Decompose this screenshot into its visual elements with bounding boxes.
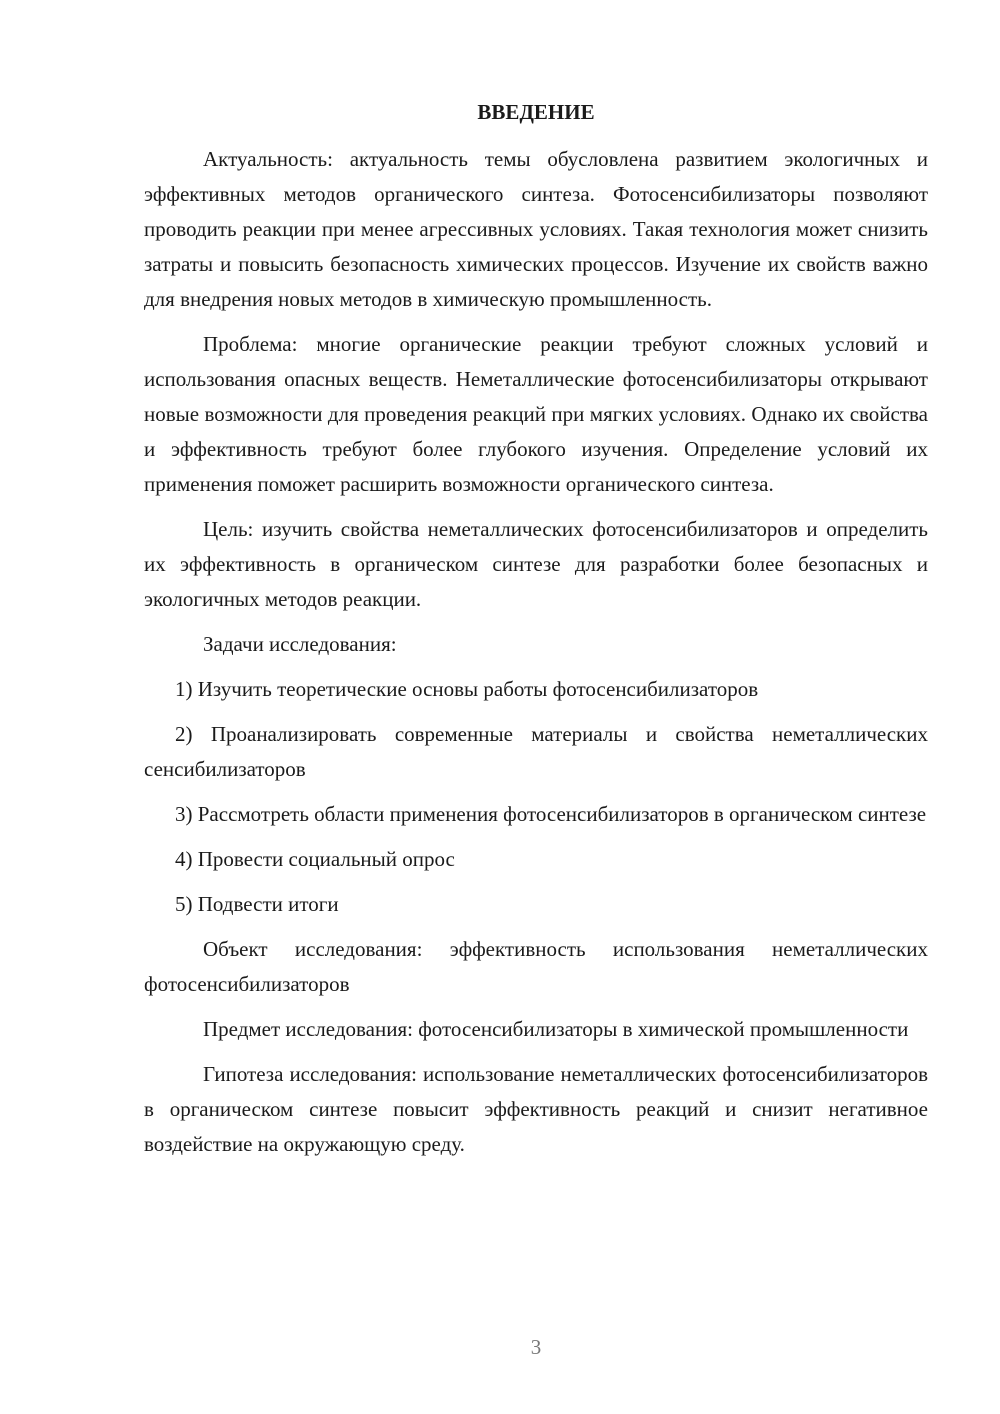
paragraph-object: Объект исследования: эффективность использования неметаллических фотосенсибилизаторов (144, 937, 928, 996)
paragraph-subject: Предмет исследования: фотосенсибилизаторы в химической промышленности (203, 1017, 909, 1041)
paragraph-relevance: Актуальность: актуальность темы обусловлена развитием экологичных и эффективных методов органического синтеза. Фотосенсибилизаторы позволяют проводить реакции при менее агрессивных условиях. Такая технология может снизить затраты и повысить безопасность химических процессов. Изучение их свойств важно для внедрения новых методов в химическую промышленность. (144, 147, 928, 311)
task-item-5: 5) Подвести итоги (175, 892, 339, 916)
task-item-4: 4) Провести социальный опрос (175, 847, 455, 871)
task-item-2: 2) Проанализировать современные материалы и свойства неметаллических сенсибилизаторов (144, 722, 928, 781)
paragraph-problem: Проблема: многие органические реакции требуют сложных условий и использования опасных веществ. Неметаллические фотосенсибилизаторы открывают новые возможности для проведения реакций при мягких условиях. Однако их свойства и эффективность требуют более глубокого изучения. Определение условий их применения поможет расширить возможности органического синтеза. (144, 332, 928, 496)
paragraph-goal: Цель: изучить свойства неметаллических фотосенсибилизаторов и определить их эффективность в органическом синтезе для разработки более безопасных и экологичных методов реакции. (144, 517, 928, 611)
paragraph-tasks-heading: Задачи исследования: (203, 632, 397, 656)
task-item-1: 1) Изучить теоретические основы работы фотосенсибилизаторов (175, 677, 759, 701)
page-title: ВВЕДЕНИЕ (477, 100, 595, 124)
task-item-3: 3) Рассмотреть области применения фотосенсибилизаторов в органическом синтезе (175, 802, 927, 826)
paragraph-hypothesis: Гипотеза исследования: использование неметаллических фотосенсибилизаторов в органическом синтезе повысит эффективность реакций и снизит негативное воздействие на окружающую среду. (144, 1062, 928, 1156)
document-page (144, 95, 928, 1172)
page-number: 3 (530, 1335, 542, 1359)
